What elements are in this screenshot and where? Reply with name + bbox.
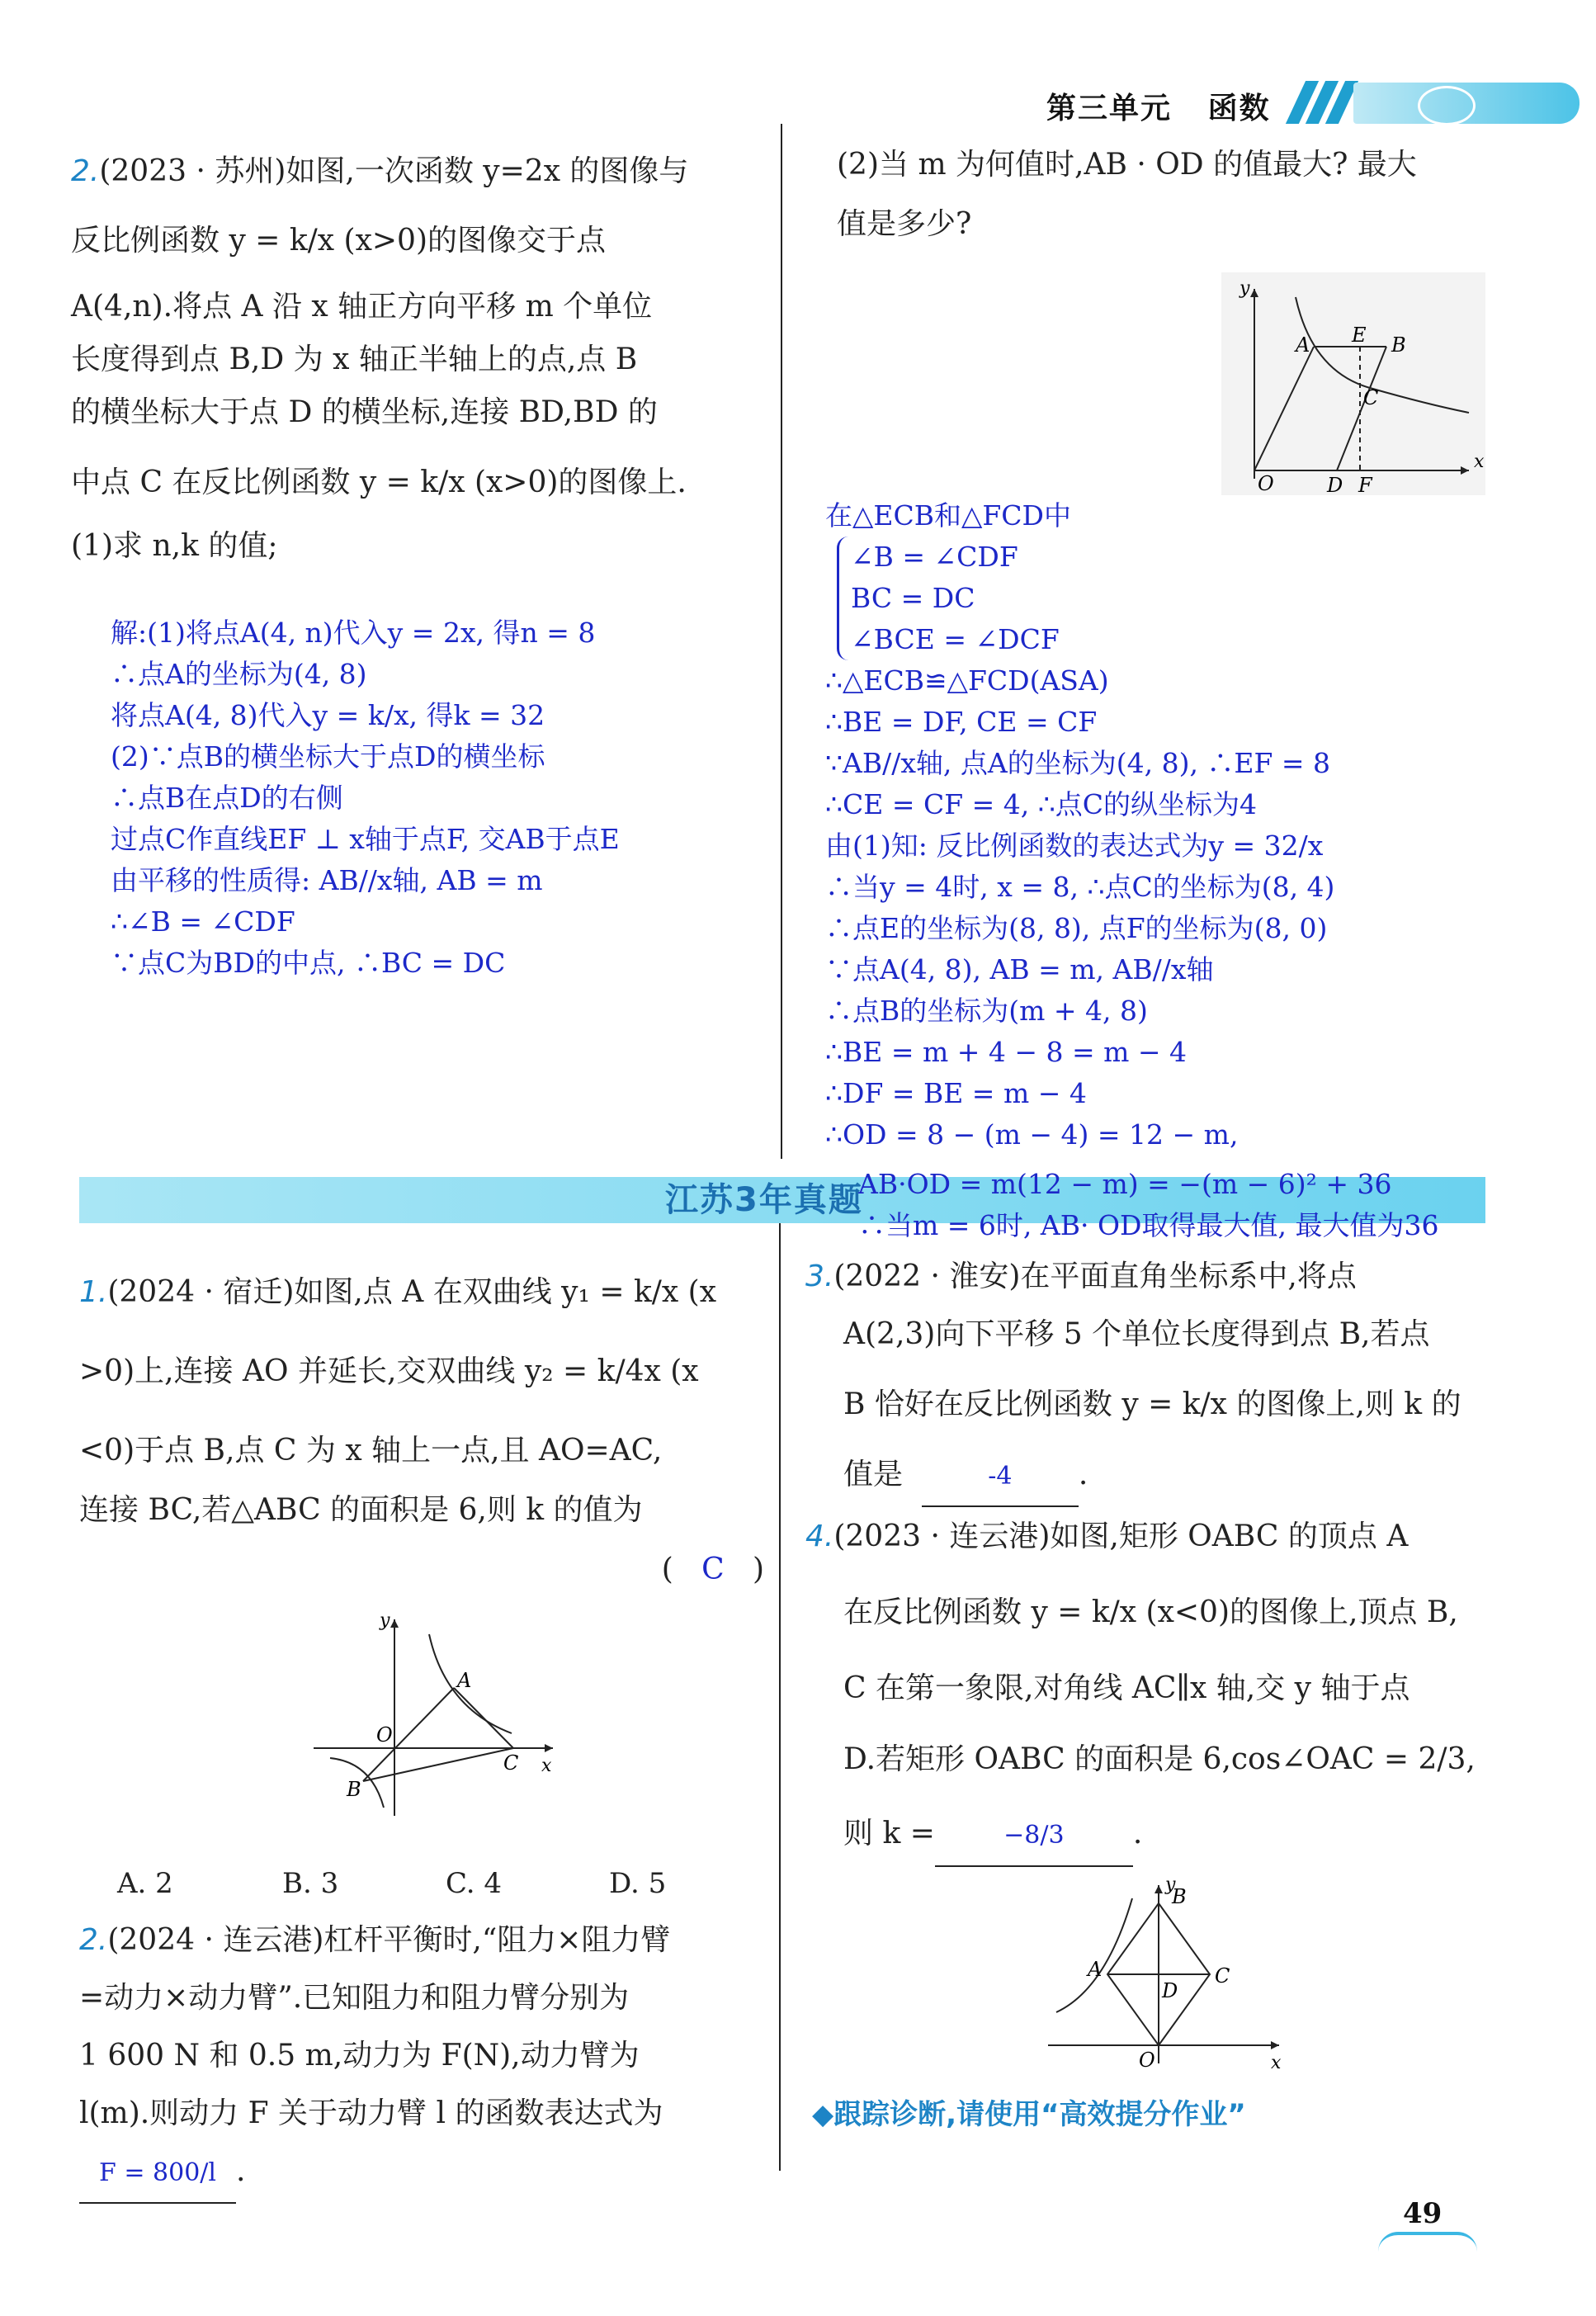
answer-line: 将点A(4, 8)代入y = k/x, 得k = 32 [111, 699, 545, 731]
answer-line: ∴BE = m + 4 − 8 = m − 4 [825, 1036, 1188, 1068]
question-line: l(m).则动力 F 关于动力臂 l 的函数表达式为 [79, 2096, 663, 2130]
answer-line: ∴∠B = ∠CDF [111, 905, 295, 938]
question-line: 的横坐标大于点 D 的横坐标,连接 BD,BD 的 [71, 395, 658, 429]
figure-q4 [1040, 1874, 1287, 2072]
answer-parentheses: ( C ) [661, 1553, 764, 1586]
question-3: 3.(2022 · 淮安)在平面直角坐标系中,将点 A(2,3)向下平移 5 个单位长度得到点 B,若点 B 恰好在反比例函数 y = k/x 的图像上,则 k 的 值是 -4 . [805, 1248, 1573, 1504]
question-line: 1 600 N 和 0.5 m,动力为 F(N),动力臂为 [79, 2039, 640, 2073]
question-line: (2)当 m 为何值时,AB · OD 的值最大? 最大 [837, 148, 1417, 182]
answer-line: AB·OD = m(12 − m) = −(m − 6)² + 36 [858, 1168, 1392, 1200]
question-line: (2023 · 苏州)如图,一次函数 y=2x 的图像与 [99, 154, 689, 188]
answer-brace-group [837, 536, 1334, 660]
label-O: O [1139, 2049, 1155, 2072]
segment-AC [454, 1688, 513, 1748]
label-F: F [1358, 474, 1372, 495]
answer-blank: F = 800/l [79, 2144, 236, 2204]
answer-line: ∠B = ∠CDF [851, 541, 1018, 573]
question-number: 1. [79, 1275, 108, 1309]
label-O: O [376, 1723, 393, 1746]
label-D: D [1327, 474, 1343, 495]
section-title: 江苏3年真题 [665, 1181, 863, 1219]
column-divider [781, 124, 782, 1159]
answer-line: BC = DC [851, 582, 975, 614]
sub-question-2 [837, 135, 1563, 254]
question-line: (2022 · 淮安)在平面直角坐标系中,将点 [833, 1260, 1357, 1293]
question-line: <0)于点 B,点 C 为 x 轴上一点,且 AO=AC, [79, 1434, 663, 1468]
question-number: 2. [71, 154, 100, 188]
question-line: 连接 BC,若△ABC 的面积是 6,则 k 的值为 [79, 1493, 643, 1527]
answer-line: ∠BCE = ∠DCF [851, 623, 1060, 655]
label-C: C [1363, 386, 1379, 409]
question-number: 4. [805, 1520, 834, 1553]
label-x: x [1271, 2053, 1282, 2072]
answer-line: 由平移的性质得: AB//x轴, AB = m [111, 864, 543, 896]
header-unit-title [1046, 85, 1271, 127]
question-2-top [71, 142, 764, 573]
answer-line: ∴DF = BE = m − 4 [825, 1077, 1087, 1109]
label-x: x [541, 1756, 552, 1776]
answer-line: ∴CE = CF = 4, ∴点C的纵坐标为4 [825, 788, 1257, 820]
x-axis-arrow-icon [1271, 2041, 1279, 2049]
header-topic: 函数 [1207, 92, 1271, 125]
label-B: B [1391, 333, 1406, 357]
question-line: B 恰好在反比例函数 y = k/x 的图像上,则 k 的 [843, 1387, 1461, 1421]
label-y: y [1165, 1874, 1176, 1895]
answer-line: ∴当y = 4时, x = 8, ∴点C的坐标为(8, 4) [825, 871, 1335, 903]
figure-q1 [305, 1609, 569, 1824]
answer-line: ∵AB//x轴, 点A的坐标为(4, 8), ∴EF = 8 [825, 747, 1331, 779]
question-line: (2023 · 连云港)如图,矩形 OABC 的顶点 A [833, 1520, 1409, 1553]
question-line: 值是 [843, 1458, 904, 1491]
answer-block-right [825, 495, 1334, 1156]
label-x: x [1474, 451, 1485, 472]
label-D: D [1162, 1979, 1178, 2002]
header-badge-icon [1418, 86, 1476, 125]
answer-blank: −8/3 [935, 1806, 1133, 1867]
answer-blank: -4 [922, 1448, 1079, 1507]
label-O: O [1258, 472, 1274, 495]
answer-overlap-block [858, 1164, 1438, 1246]
question-line: 值是多少? [837, 207, 972, 241]
option-b: B. 3 [282, 1867, 339, 1900]
question-line: 长度得到点 B,D 为 x 轴正半轴上的点,点 B [71, 343, 638, 376]
question-4: 4.(2023 · 连云港)如图,矩形 OABC 的顶点 A 在反比例函数 y = k/x (x<0)的图像上,顶点 B, C 在第一象限,对角线 AC∥x 轴,交 y 轴于点 D.若矩形 OABC 的面积是 6,cos∠OAC = 2/3, 则 k = −8/3 . [805, 1507, 1573, 1864]
question-line: C 在第一象限,对角线 AC∥x 轴,交 y 轴于点 [843, 1671, 1410, 1705]
question-2-bottom: 2.(2024 · 连云港)杠杆平衡时,“阻力×阻力臂 =动力×动力臂”.已知阻力和阻力臂分别为 1 600 N 和 0.5 m,动力为 F(N),动力臂为 l(m).则动力 F 关于动力臂 l 的函数表达式为 F = 800/l . [79, 1912, 772, 2200]
answer-line: 解:(1)将点A(4, n)代入y = 2x, 得n = 8 [111, 617, 596, 649]
answer-line: ∵点C为BD的中点, ∴BC = DC [111, 947, 506, 979]
answer-line: 过点C作直线EF ⊥ x轴于点F, 交AB于点E [111, 823, 620, 855]
answer-line: ∴当m = 6时, AB· OD取得最大值, 最大值为36 [858, 1209, 1439, 1241]
answer-line: ∵点A(4, 8), AB = m, AB//x轴 [825, 953, 1214, 985]
header-unit: 第三单元 [1046, 92, 1173, 125]
x-axis-arrow-icon [545, 1744, 553, 1752]
answer-line: 由(1)知: 反比例函数的表达式为y = 32/x [825, 830, 1324, 862]
answer-line: ∴OD = 8 − (m − 4) = 12 − m, [825, 1118, 1239, 1151]
page-number: 49 [1403, 2197, 1443, 2230]
question-line: >0)上,连接 AO 并延长,交双曲线 y₂ = k/4x (x [79, 1354, 699, 1388]
answer-line: 在△ECB和△FCD中 [825, 499, 1071, 532]
book-icon [1378, 2232, 1477, 2252]
question-number: 3. [805, 1260, 834, 1293]
label-A: A [1296, 333, 1310, 357]
label-C: C [1215, 1964, 1230, 1988]
column-divider [779, 1222, 781, 2171]
answer-line: ∴点A的坐标为(4, 8) [111, 658, 367, 690]
footer-note[interactable]: ◆跟踪诊断,请使用“高效提分作业” [812, 2098, 1246, 2131]
y-axis-arrow-icon [390, 1619, 399, 1628]
option-d: D. 5 [609, 1867, 667, 1900]
question-line: (2024 · 连云港)杠杆平衡时,“阻力×阻力臂 [107, 1923, 671, 1957]
label-A: A [1088, 1958, 1103, 1981]
question-number: 2. [79, 1923, 108, 1957]
label-C: C [503, 1751, 519, 1775]
question-line: (2024 · 宿迁)如图,点 A 在双曲线 y₁ = k/x (x [107, 1275, 717, 1309]
choice-answer: C [701, 1553, 725, 1586]
y-axis-arrow-icon [1155, 1885, 1163, 1893]
question-line: A(4,n).将点 A 沿 x 轴正方向平移 m 个单位 [71, 290, 653, 324]
label-A: A [457, 1669, 472, 1692]
question-line: =动力×动力臂”.已知阻力和阻力臂分别为 [79, 1981, 630, 2015]
sub-question-1: (1)求 n,k 的值; [71, 529, 278, 563]
question-1 [79, 1263, 772, 1590]
question-line: D.若矩形 OABC 的面积是 6,cos∠OAC = 2/3, [843, 1742, 1476, 1776]
figure-background [1221, 272, 1485, 495]
question-line: 则 k = [843, 1817, 935, 1850]
answer-line: ∴△ECB≌△FCD(ASA) [825, 664, 1109, 697]
question-line: 中点 C 在反比例函数 y = k/x (x>0)的图像上. [71, 466, 687, 499]
label-B: B [1172, 1885, 1187, 1908]
answer-line: ∴点E的坐标为(8, 8), 点F的坐标为(8, 0) [825, 912, 1328, 944]
label-B: B [347, 1778, 361, 1801]
answer-line: (2)∵点B的横坐标大于点D的横坐标 [111, 740, 545, 773]
question-line: 反比例函数 y = k/x (x>0)的图像交于点 [71, 224, 606, 258]
answer-line: ∴BE = DF, CE = CF [825, 706, 1098, 738]
option-a: A. 2 [117, 1867, 173, 1900]
label-y: y [1239, 278, 1250, 299]
question-line: 在反比例函数 y = k/x (x<0)的图像上,顶点 B, [843, 1595, 1458, 1629]
question-line: A(2,3)向下平移 5 个单位长度得到点 B,若点 [843, 1317, 1430, 1351]
answer-block-left [111, 612, 620, 984]
answer-line: ∴点B的坐标为(m + 4, 8) [825, 995, 1148, 1027]
answer-line: ∴点B在点D的右侧 [111, 782, 343, 814]
figure-q2 [1221, 272, 1485, 495]
option-c: C. 4 [446, 1867, 503, 1900]
label-E: E [1352, 324, 1367, 347]
segment-BC [363, 1748, 513, 1781]
label-y: y [380, 1610, 390, 1631]
